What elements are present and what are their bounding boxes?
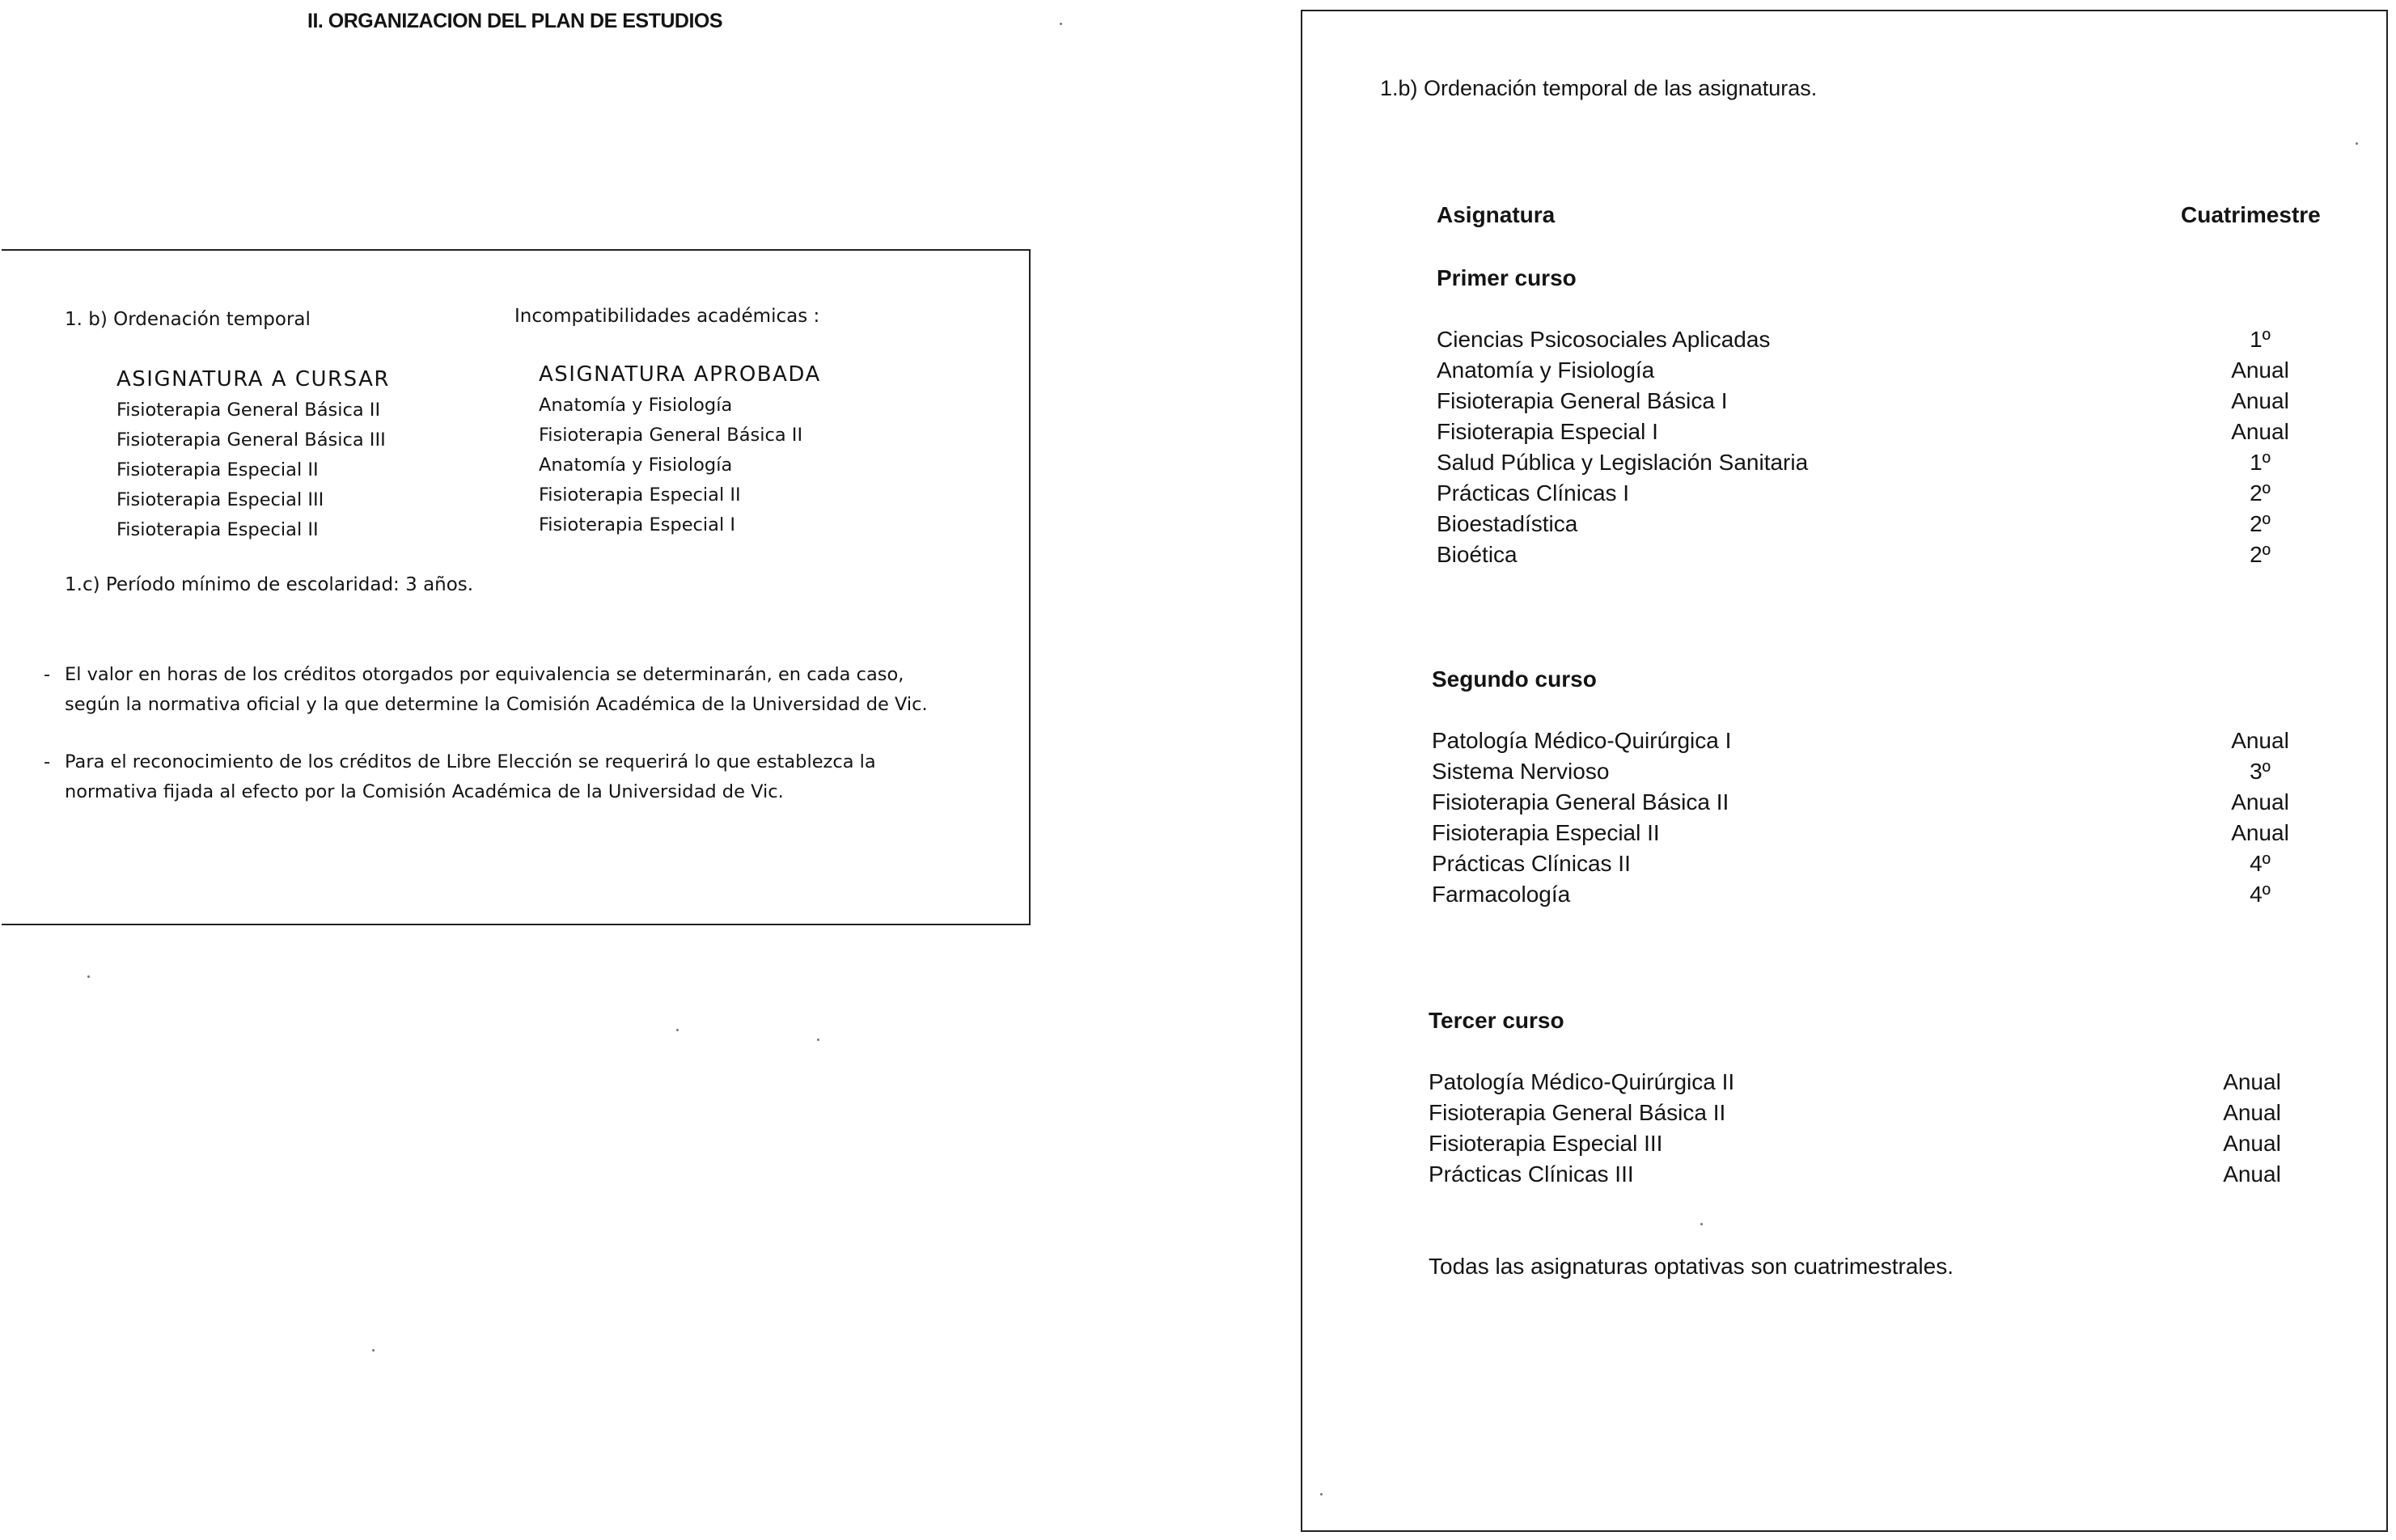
subject-term: Anual bbox=[2223, 1069, 2281, 1094]
scan-speck bbox=[676, 1029, 679, 1031]
subject-name: Fisioterapia Especial I bbox=[1437, 419, 1658, 444]
subject-name: Prácticas Clínicas III bbox=[1429, 1161, 1634, 1187]
scan-speck bbox=[817, 1039, 819, 1041]
incompatibilities-label: Incompatibilidades académicas : bbox=[514, 306, 820, 327]
subject-name: Patología Médico-Quirúrgica I bbox=[1432, 728, 1732, 753]
subject-term: 4º bbox=[2250, 882, 2271, 907]
subject-name: Fisioterapia General Básica I bbox=[1437, 388, 1728, 413]
subject-name: Patología Médico-Quirúrgica II bbox=[1429, 1069, 1735, 1094]
note-paragraph bbox=[44, 660, 979, 720]
col-header-cursar: ASIGNATURA A CURSAR bbox=[116, 367, 390, 391]
note-line: Para el reconocimiento de los créditos de Libre Elección se requerirá lo que establezca la bbox=[65, 751, 876, 772]
subject-term: Anual bbox=[2231, 728, 2289, 753]
col-header-asignatura: Asignatura bbox=[1437, 202, 1556, 227]
footer-note: Todas las asignaturas optativas son cuatrimestrales. bbox=[1429, 1254, 1954, 1279]
subject-name: Ciencias Psicosociales Aplicadas bbox=[1437, 327, 1771, 352]
subject-term: 2º bbox=[2250, 480, 2271, 506]
subject-name: Fisioterapia General Básica II bbox=[1432, 789, 1729, 814]
subject-term: 3º bbox=[2250, 759, 2271, 784]
note-line: según la normativa oficial y la que determine la Comisión Académica de la Universidad de Vic. bbox=[65, 694, 928, 715]
scan-speck bbox=[372, 1349, 375, 1352]
subject-name: Bioestadística bbox=[1437, 511, 1578, 536]
right-page-heading: 1.b) Ordenación temporal de las asignaturas. bbox=[1380, 76, 1818, 100]
aprobada-item: Fisioterapia Especial II bbox=[539, 484, 741, 506]
course-title: Tercer curso bbox=[1429, 1008, 1564, 1033]
subject-term: Anual bbox=[2223, 1100, 2281, 1125]
subject-name: Prácticas Clínicas II bbox=[1432, 851, 1631, 876]
subject-name: Farmacología bbox=[1432, 882, 1571, 907]
course-title: Primer curso bbox=[1437, 265, 1577, 290]
incompatibilities-box bbox=[2, 249, 1031, 925]
cursar-item: Fisioterapia Especial II bbox=[116, 519, 319, 540]
subject-term: Anual bbox=[2231, 419, 2289, 444]
ordering-label: 1. b) Ordenación temporal bbox=[65, 309, 311, 330]
aprobada-item: Fisioterapia General Básica II bbox=[539, 425, 803, 446]
subject-term: 2º bbox=[2250, 542, 2271, 567]
subject-name: Bioética bbox=[1437, 542, 1518, 567]
subject-term: 4º bbox=[2250, 851, 2271, 876]
subject-term: 2º bbox=[2250, 511, 2271, 536]
subject-name: Fisioterapia Especial II bbox=[1432, 820, 1660, 845]
subject-name: Salud Pública y Legislación Sanitaria bbox=[1437, 450, 1809, 475]
subject-name: Fisioterapia Especial III bbox=[1429, 1131, 1663, 1156]
scan-speck bbox=[1700, 1223, 1703, 1225]
note-line: normativa fijada al efecto por la Comisión Académica de la Universidad de Vic. bbox=[65, 781, 784, 802]
col-header-aprobada: ASIGNATURA APROBADA bbox=[539, 362, 821, 387]
cursar-item: Fisioterapia Especial II bbox=[116, 459, 319, 480]
subject-term: Anual bbox=[2231, 789, 2289, 814]
scan-speck bbox=[87, 975, 90, 978]
col-header-cuatrimestre: Cuatrimestre bbox=[2181, 202, 2321, 227]
subject-term: Anual bbox=[2231, 358, 2289, 383]
note-paragraph bbox=[44, 747, 979, 807]
cursar-item: Fisioterapia General Básica III bbox=[116, 429, 386, 451]
subject-term: 1º bbox=[2250, 327, 2271, 352]
scan-speck bbox=[1060, 23, 1062, 25]
right-page bbox=[1301, 10, 2388, 1532]
note-line: El valor en horas de los créditos otorgados por equivalencia se determinarán, en cada caso, bbox=[65, 664, 904, 685]
subject-name: Prácticas Clínicas I bbox=[1437, 480, 1630, 506]
aprobada-item: Anatomía y Fisiología bbox=[539, 455, 733, 476]
aprobada-item: Anatomía y Fisiología bbox=[539, 395, 733, 416]
aprobada-item: Fisioterapia Especial I bbox=[539, 514, 735, 535]
subject-term: Anual bbox=[2231, 388, 2289, 413]
cursar-item: Fisioterapia General Básica II bbox=[116, 400, 381, 421]
subject-name: Sistema Nervioso bbox=[1432, 759, 1610, 784]
scan-speck bbox=[1320, 1493, 1323, 1496]
cursar-item: Fisioterapia Especial III bbox=[116, 489, 324, 510]
subject-name: Fisioterapia General Básica II bbox=[1429, 1100, 1726, 1125]
course-title: Segundo curso bbox=[1432, 666, 1597, 692]
subject-name: Anatomía y Fisiología bbox=[1437, 358, 1655, 383]
scan-speck bbox=[2356, 142, 2358, 145]
subject-term: 1º bbox=[2250, 450, 2271, 475]
section-title: II. ORGANIZACION DEL PLAN DE ESTUDIOS bbox=[307, 10, 723, 32]
note-bullet: - bbox=[44, 664, 51, 685]
subject-term: Anual bbox=[2231, 820, 2289, 845]
subject-term: Anual bbox=[2223, 1161, 2281, 1187]
note-bullet: - bbox=[44, 751, 51, 772]
min-period-text: 1.c) Período mínimo de escolaridad: 3 años. bbox=[65, 574, 474, 595]
subject-term: Anual bbox=[2223, 1131, 2281, 1156]
